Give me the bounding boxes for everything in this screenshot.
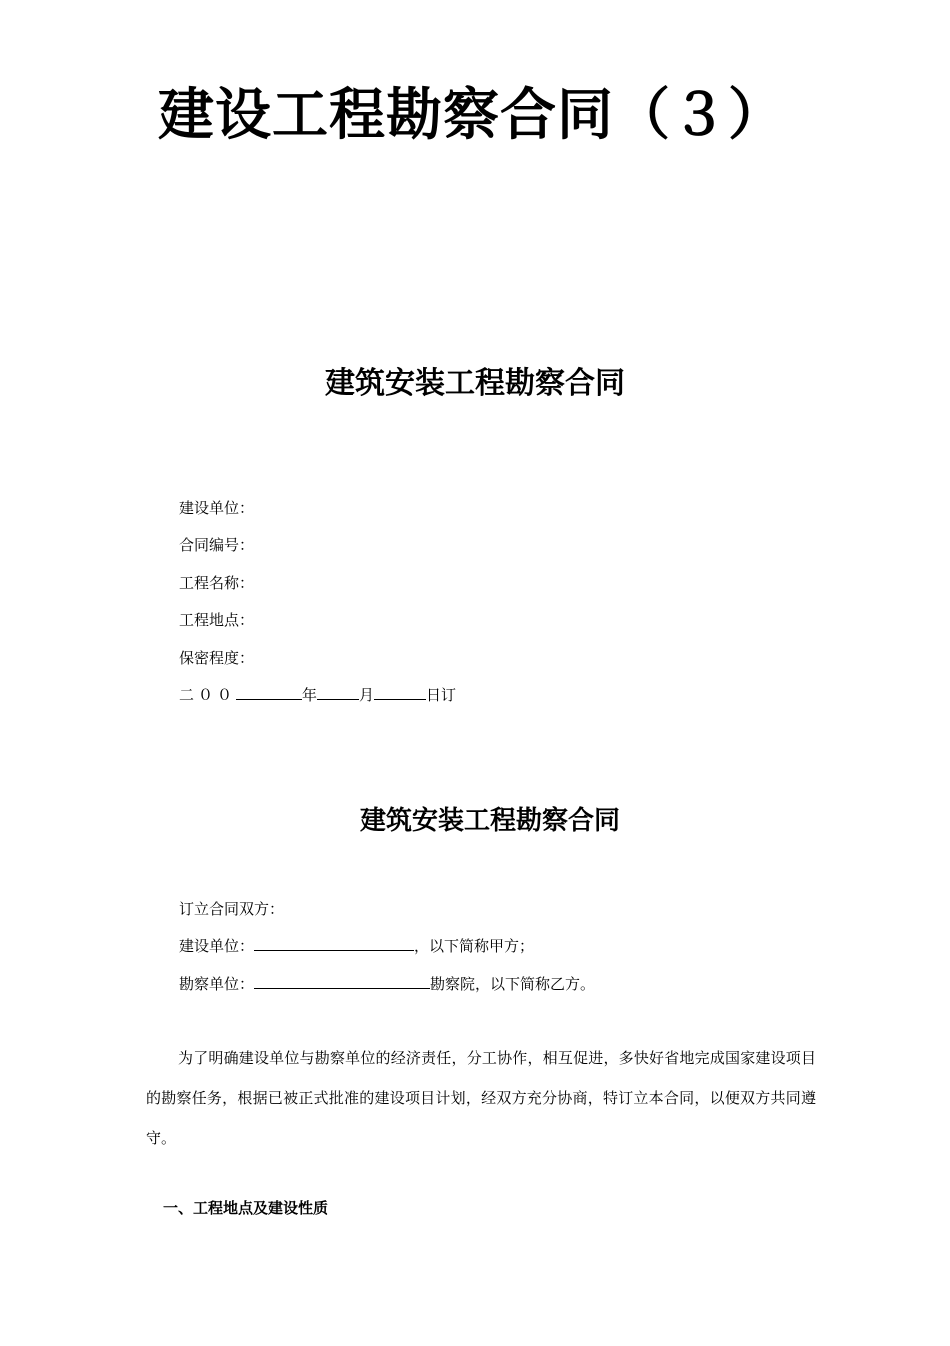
date-prefix: 二００ xyxy=(179,686,237,704)
section-1-heading: 一、工程地点及建设性质 xyxy=(163,1199,329,1217)
date-month-label: 月 xyxy=(359,686,375,704)
parties-intro: 订立合同双方： xyxy=(179,900,285,918)
party-a-label: 建设单位： xyxy=(179,937,255,955)
cover-date-line xyxy=(179,684,456,706)
month-blank xyxy=(317,685,359,700)
cover-field-confidentiality: 保密程度： xyxy=(179,649,255,667)
day-blank xyxy=(374,685,426,700)
date-day-label: 日订 xyxy=(426,686,457,704)
party-a-suffix: ，以下简称甲方； xyxy=(414,937,535,955)
party-b-line xyxy=(179,973,595,995)
party-b-label: 勘察单位： xyxy=(179,975,255,993)
party-b-blank xyxy=(254,974,430,989)
cover-title: 建筑安装工程勘察合同 xyxy=(325,366,625,401)
document-main-title: 建设工程勘察合同（３） xyxy=(158,83,785,148)
year-blank xyxy=(236,685,302,700)
contract-preamble: 为了明确建设单位与勘察单位的经济责任，分工协作，相互促进，多快好省地完成国家建设项目的勘察任务，根据已被正式批准的建设项目计划，经双方充分协商，特订立本合同，以便双方共同遵守。 xyxy=(146,1049,816,1147)
party-a-blank xyxy=(254,936,414,951)
cover-field-project-location: 工程地点： xyxy=(179,611,255,629)
cover-field-project-name: 工程名称： xyxy=(179,574,255,592)
cover-field-contract-number: 合同编号： xyxy=(179,536,255,554)
party-a-line xyxy=(179,935,534,957)
date-year-label: 年 xyxy=(302,686,318,704)
party-b-suffix: 勘察院，以下简称乙方。 xyxy=(430,975,596,993)
cover-field-construction-unit: 建设单位： xyxy=(179,499,255,517)
contract-title: 建筑安装工程勘察合同 xyxy=(360,806,621,836)
